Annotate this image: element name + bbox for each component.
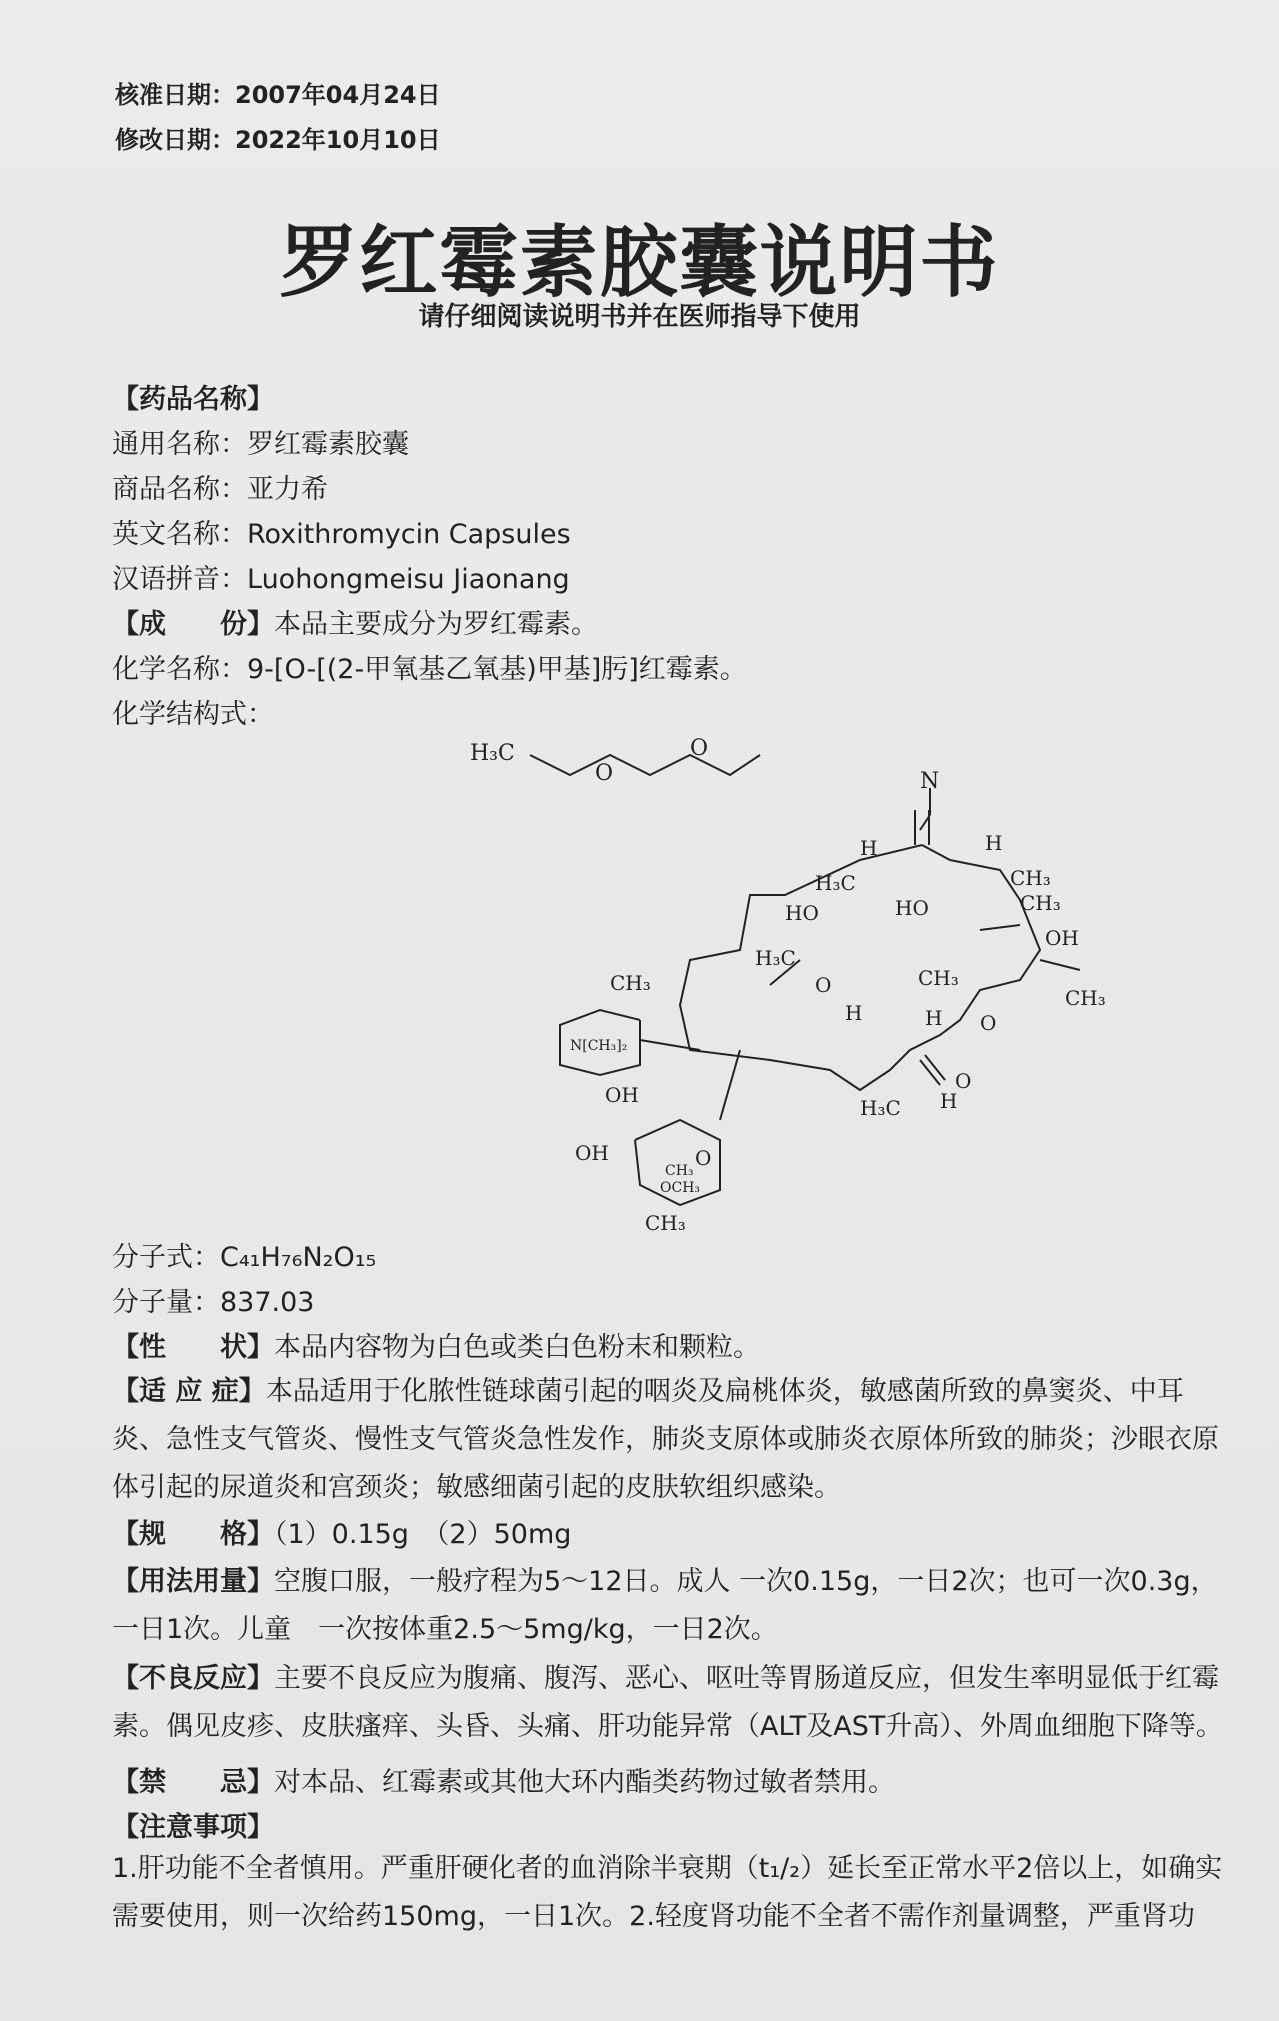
- chem-label: H: [845, 1001, 863, 1025]
- specification-row: [112, 1512, 571, 1551]
- chem-label: O: [690, 736, 709, 761]
- chem-label: CH₃: [645, 1211, 686, 1235]
- chem-label: OH: [1045, 926, 1079, 950]
- contraindications-text: 对本品、红霉素或其他大环内酯类药物过敏者禁用。: [274, 1767, 895, 1798]
- precautions-header: 【注意事项】: [112, 1812, 274, 1843]
- contraindications-row: [112, 1760, 895, 1799]
- generic-name: 通用名称：罗红霉素胶囊: [112, 429, 409, 460]
- chem-label: CH₃: [1065, 986, 1106, 1010]
- ingredients-header: 【成 份】: [112, 609, 274, 640]
- chemical-name: 化学名称：9-[O-[(2-甲氧基乙氧基)甲基]肟]红霉素。: [112, 654, 747, 685]
- chem-label: N[CH₃]₂: [570, 1038, 628, 1054]
- chem-label: HO: [895, 896, 929, 920]
- chem-label: O: [695, 1146, 712, 1170]
- dosage-header: 【用法用量】: [112, 1566, 274, 1597]
- chem-label: O: [595, 761, 614, 786]
- chem-label: H₃C: [470, 741, 515, 766]
- revision-date: 修改日期：2022年10月10日: [115, 126, 441, 154]
- chem-label: H: [985, 831, 1003, 855]
- chem-label: H: [925, 1006, 943, 1030]
- chem-label: HO: [785, 901, 819, 925]
- chem-label: O: [815, 973, 832, 997]
- specification-header: 【规 格】: [112, 1519, 274, 1550]
- structure-label: 化学结构式：: [112, 699, 274, 730]
- chem-label: OCH₃: [660, 1180, 701, 1196]
- chem-label: H₃C: [860, 1096, 901, 1120]
- contraindications-header: 【禁 忌】: [112, 1767, 274, 1798]
- chem-label: CH₃: [1010, 866, 1051, 890]
- adverse-section: [112, 1655, 1237, 1751]
- approval-date: 核准日期：2007年04月24日: [115, 81, 441, 109]
- ingredients-row: [112, 602, 598, 641]
- molecular-formula: C₄₁H₇₆N₂O₁₅: [220, 1242, 377, 1273]
- chem-label: H₃C: [815, 871, 856, 895]
- dosage-text: 空腹口服，一般疗程为5～12日。成人 一次0.15g，一日2次；也可一次0.3g，一日1次。儿童 一次按体重2.5～5mg/kg，一日2次。: [112, 1566, 1218, 1645]
- chem-label: OH: [575, 1141, 609, 1165]
- pinyin-name: 汉语拼音：Luohongmeisu Jiaonang: [112, 564, 570, 595]
- chem-label: O: [955, 1069, 972, 1093]
- molecular-weight: 分子量：837.03: [112, 1287, 315, 1318]
- indications-text: 本品适用于化脓性链球菌引起的咽炎及扁桃体炎，敏感菌所致的鼻窦炎、中耳炎、急性支气管炎、慢性支气管炎急性发作，肺炎支原体或肺炎衣原体所致的肺炎；沙眼衣原体引起的尿道炎和宫颈炎；敏感细菌引起的皮肤软组织感染。: [112, 1376, 1219, 1503]
- precautions-text: 1.肝功能不全者慎用。严重肝硬化者的血消除半衰期（t₁/₂）延长至正常水平2倍以上，如确实需要使用，则一次给药150mg，一日1次。2.轻度肾功能不全者不需作剂量调整，严重肾功: [112, 1853, 1223, 1932]
- adverse-text: 主要不良反应为腹痛、腹泻、恶心、呕吐等胃肠道反应，但发生率明显低于红霉素。偶见皮疹、皮肤瘙痒、头昏、头痛、肝功能异常（ALT及AST升高）、外周血细胞下降等。: [112, 1663, 1223, 1742]
- chem-label: CH₃: [1020, 891, 1061, 915]
- chem-label: OH: [605, 1083, 639, 1107]
- english-name: 英文名称：Roxithromycin Capsules: [112, 519, 571, 550]
- properties-header: 【性 状】: [112, 1332, 274, 1363]
- indications-section: [112, 1368, 1237, 1512]
- adverse-header: 【不良反应】: [112, 1663, 274, 1694]
- document-title: 罗红霉素胶囊说明书: [279, 218, 1000, 308]
- document-subtitle: 请仔细阅读说明书并在医师指导下使用: [418, 302, 861, 332]
- properties-text: 本品内容物为白色或类白色粉末和颗粒。: [274, 1332, 760, 1363]
- indications-header: 【适 应 症】: [112, 1376, 266, 1407]
- chem-label: N: [920, 769, 940, 794]
- chem-label: H: [940, 1089, 958, 1113]
- chem-label: H: [860, 836, 878, 860]
- specification-text: （1）0.15g （2）50mg: [274, 1519, 572, 1550]
- drug-name-header: 【药品名称】: [112, 384, 274, 415]
- chem-label: O: [980, 1011, 997, 1035]
- dosage-section: [112, 1558, 1237, 1654]
- chem-label: CH₃: [610, 971, 651, 995]
- trade-name: 商品名称：亚力希: [112, 474, 328, 505]
- properties-row: [112, 1325, 760, 1364]
- chem-label: H₃C: [755, 946, 796, 970]
- chem-label: CH₃: [918, 966, 959, 990]
- formula-label: 分子式：: [112, 1242, 220, 1273]
- chemical-structure-diagram: [440, 720, 1140, 1240]
- ingredients-text: 本品主要成分为罗红霉素。: [274, 609, 598, 640]
- formula-row: [112, 1235, 376, 1274]
- chem-label: CH₃: [665, 1163, 694, 1179]
